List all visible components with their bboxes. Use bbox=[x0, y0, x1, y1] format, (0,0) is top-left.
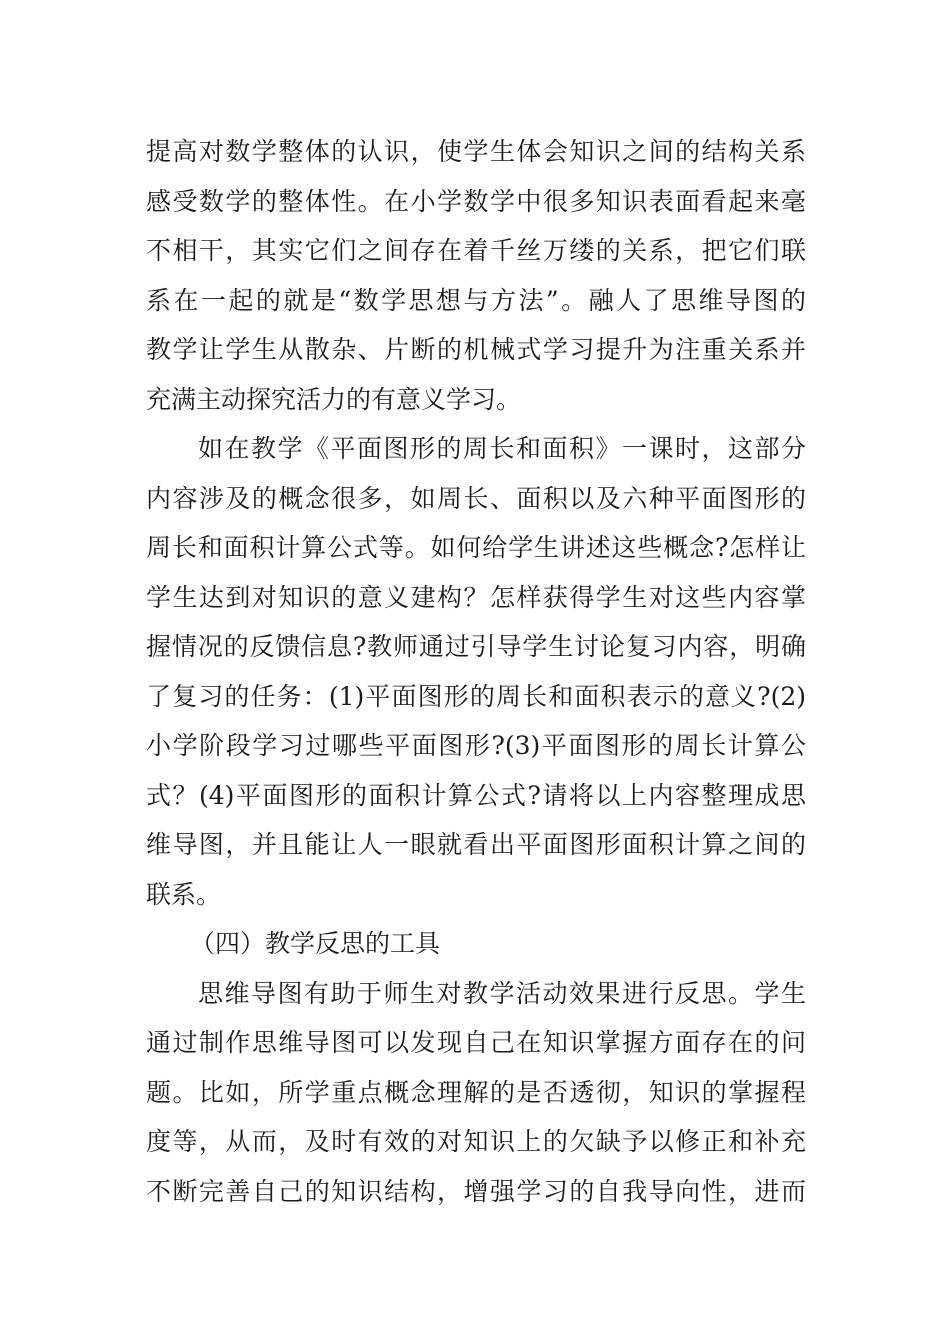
text-line: 度等，从而，及时有效的对知识上的欠缺予以修正和补充 bbox=[146, 1127, 806, 1156]
paragraph-3 bbox=[146, 969, 806, 1217]
text-line: 联系。 bbox=[146, 879, 222, 909]
text-line: 周长和面积计算公式等。如何给学生讲述这些概念?怎样让 bbox=[146, 533, 806, 562]
text-line: 如在教学《平面图形的周长和面积》一课时，这部分 bbox=[198, 434, 806, 463]
text-line: 不断完善自己的知识结构，增强学习的自我导向性，进而 bbox=[146, 1176, 806, 1206]
text-line: 题。比如，所学重点概念理解的是否透彻，知识的掌握程 bbox=[146, 1077, 806, 1107]
section-heading bbox=[146, 919, 806, 969]
paragraph-1 bbox=[146, 127, 806, 424]
text-line: 内容涉及的概念很多，如周长、面积以及六种平面图形的 bbox=[146, 483, 806, 513]
text-line: 思维导图有助于师生对教学活动效果进行反思。学生 bbox=[198, 978, 806, 1008]
text-line: 维导图，并且能让人一眼就看出平面图形面积计算之间的 bbox=[146, 830, 806, 859]
body-text bbox=[146, 127, 806, 1216]
text-line: 不相干，其实它们之间存在着千丝万缕的关系，把它们联 bbox=[146, 236, 806, 265]
text-line: 学生达到对知识的意义建构？怎样获得学生对这些内容掌 bbox=[146, 582, 806, 612]
section-heading-text: （四）教学反思的工具 bbox=[190, 929, 441, 958]
text-line: 系在一起的就是“数学思想与方法”。融人了思维导图的 bbox=[146, 285, 806, 315]
text-line: 充满主动探究活力的有意义学习。 bbox=[146, 384, 522, 414]
text-line: 感受数学的整体性。在小学数学中很多知识表面看起来毫 bbox=[146, 186, 806, 216]
text-line: 了复习的任务：(1)平面图形的周长和面积表示的意义?(2) bbox=[146, 681, 806, 711]
text-line: 握情况的反馈信息?教师通过引导学生讨论复习内容，明确 bbox=[146, 632, 806, 661]
text-line: 提高对数学整体的认识，使学生体会知识之间的结构关系 bbox=[146, 137, 806, 166]
text-line: 通过制作思维导图可以发现自己在知识掌握方面存在的问 bbox=[146, 1028, 806, 1057]
text-line: 式？(4)平面图形的面积计算公式?请将以上内容整理成思 bbox=[146, 780, 806, 810]
text-line: 教学让学生从散杂、片断的机械式学习提升为注重关系并 bbox=[146, 335, 806, 364]
text-line: 小学阶段学习过哪些平面图形?(3)平面图形的周长计算公 bbox=[146, 731, 806, 760]
paragraph-2 bbox=[146, 424, 806, 919]
